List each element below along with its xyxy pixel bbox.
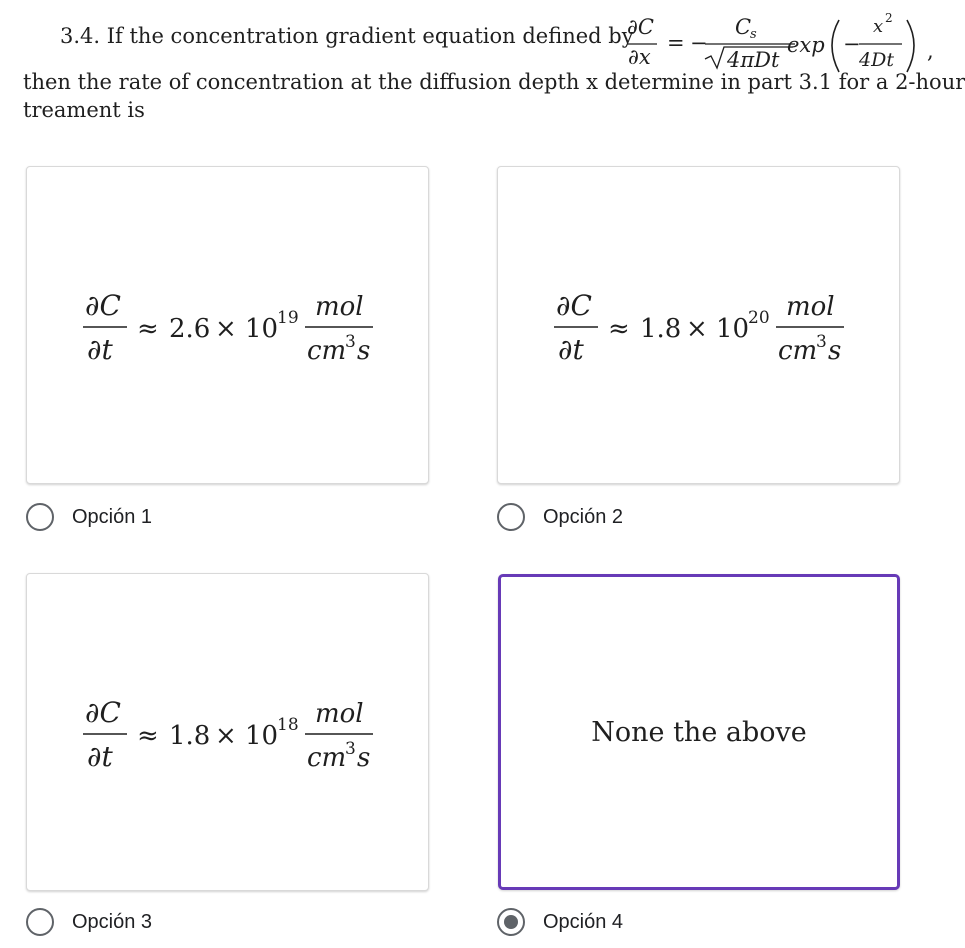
opt1-approx: ≈: [137, 314, 159, 344]
formula-coef-num: C: [735, 15, 752, 39]
opt3-unit-den-sup: 3: [345, 739, 356, 759]
opt3-unit-den-b: s: [357, 743, 371, 773]
opt3-times: ×: [215, 721, 237, 751]
option-4-radio[interactable]: [497, 908, 525, 936]
option-4-text: None the above: [591, 716, 807, 748]
formula-inner-den: 4Dt: [859, 49, 894, 71]
opt3-unit-num: mol: [315, 699, 364, 729]
option-1-radio[interactable]: [26, 503, 54, 531]
option-3-radio[interactable]: [26, 908, 54, 936]
formula-coef-den: 4πDt: [727, 48, 780, 72]
question-line3: treament is: [23, 98, 145, 122]
opt2-times: ×: [686, 314, 708, 344]
option-1-card[interactable]: [26, 166, 429, 484]
opt1-unit-den-sup: 3: [345, 332, 356, 352]
option-1-label: Opción 1: [72, 505, 153, 528]
opt3-unit-den-a: cm: [307, 743, 347, 773]
opt2-den: ∂t: [558, 333, 584, 366]
formula-exp-word: exp: [787, 33, 825, 57]
option-3-card[interactable]: [26, 573, 429, 891]
formula-lhs-den: ∂x: [628, 45, 651, 69]
option-3-label: Opción 3: [72, 910, 153, 933]
option-2-math: [554, 289, 874, 379]
option-2-label: Opción 2: [543, 505, 624, 528]
opt2-base: 10: [716, 314, 750, 344]
option-4-row[interactable]: [497, 908, 623, 936]
option-1-math: [83, 289, 403, 379]
formula-inner-neg: −: [843, 32, 861, 56]
opt1-mantissa: 2.6: [169, 314, 211, 344]
opt3-base: 10: [245, 721, 279, 751]
opt1-unit-den-a: cm: [307, 336, 347, 366]
opt2-num: ∂C: [556, 289, 592, 322]
formula-trailing: ,: [927, 39, 934, 63]
formula-equals: =: [667, 31, 685, 55]
formula-neg: −: [690, 31, 708, 55]
option-2-radio[interactable]: [497, 503, 525, 531]
opt2-mantissa: 1.8: [640, 314, 682, 344]
option-2-card[interactable]: [497, 166, 900, 484]
opt2-exponent: 20: [748, 308, 770, 328]
opt1-den: ∂t: [87, 333, 113, 366]
formula-coef-num-sub: s: [750, 27, 757, 42]
opt3-exponent: 18: [277, 715, 299, 735]
formula-inner-num: x: [873, 16, 884, 37]
option-4-label: Opción 4: [543, 910, 624, 933]
formula-inner-num-sup: 2: [885, 11, 893, 25]
question-prefix: 3.4. If the concentration gradient equation defined by: [60, 24, 634, 48]
opt2-unit-den-sup: 3: [816, 332, 827, 352]
opt1-num: ∂C: [85, 289, 121, 322]
opt3-den: ∂t: [87, 740, 113, 773]
opt1-unit-num: mol: [315, 292, 364, 322]
question-line2: then the rate of concentration at the diffusion depth x determine in part 3.1 for a 2-hour: [23, 70, 965, 94]
opt3-mantissa: 1.8: [169, 721, 211, 751]
opt1-exponent: 19: [277, 308, 299, 328]
opt1-times: ×: [215, 314, 237, 344]
option-3-row[interactable]: [26, 908, 152, 936]
opt3-approx: ≈: [137, 721, 159, 751]
option-4-card[interactable]: [498, 574, 900, 890]
option-1-row[interactable]: [26, 503, 152, 531]
option-3-math: [83, 696, 403, 786]
opt2-unit-num: mol: [786, 292, 835, 322]
left-paren: [832, 20, 839, 72]
opt3-num: ∂C: [85, 696, 121, 729]
opt2-unit-den-a: cm: [778, 336, 818, 366]
opt1-base: 10: [245, 314, 279, 344]
opt2-approx: ≈: [608, 314, 630, 344]
opt1-unit-den-b: s: [357, 336, 371, 366]
right-paren: [907, 20, 914, 72]
option-2-row[interactable]: [497, 503, 623, 531]
formula-lhs-num: ∂C: [627, 15, 654, 39]
opt2-unit-den-b: s: [828, 336, 842, 366]
